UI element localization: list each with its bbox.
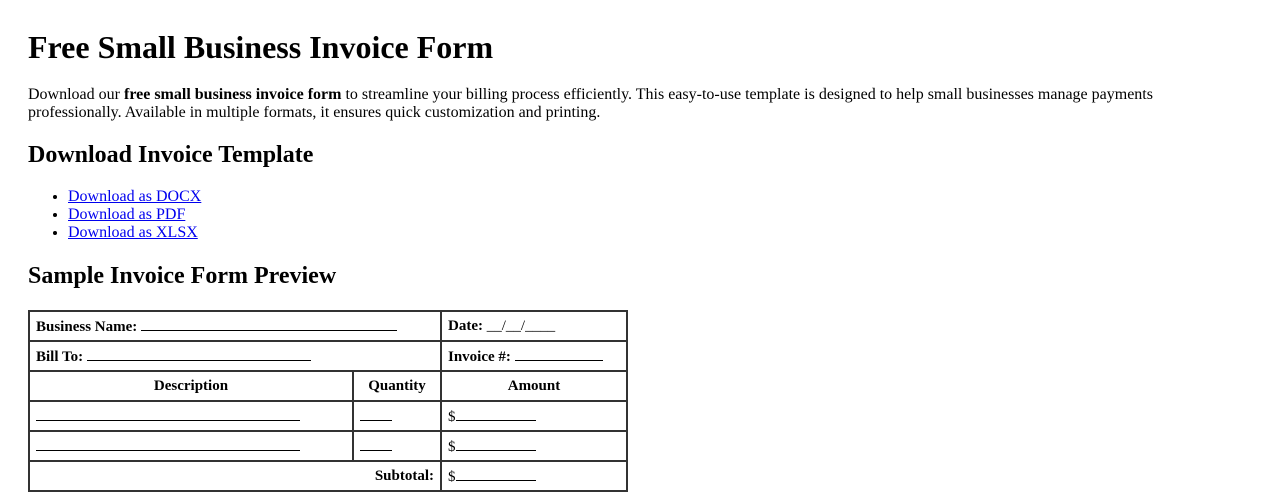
date-cell <box>441 311 627 341</box>
download-list-item <box>68 224 201 242</box>
amount-column-header: Amount <box>441 371 627 401</box>
business-name-label: Business Name: <box>36 319 138 335</box>
quantity-column-header: Quantity <box>353 371 441 401</box>
download-links-list <box>28 188 201 242</box>
intro-text-end: to streamline your billing process efficiently. This easy-to-use template is designed to help small businesses manage payments professionally. Available in multiple formats, it ensures quick customization and printing. <box>28 86 1153 121</box>
download-heading: Download Invoice Template <box>28 142 314 168</box>
preview-heading: Sample Invoice Form Preview <box>28 263 337 289</box>
quantity-cell <box>353 401 441 431</box>
table-row <box>29 401 627 431</box>
quantity-blank <box>360 436 392 451</box>
table-row <box>29 431 627 461</box>
bill-to-blank <box>87 346 311 361</box>
intro-paragraph <box>28 86 1178 122</box>
subtotal-label-cell <box>29 461 441 491</box>
invoice-header-row <box>29 311 627 341</box>
quantity-blank <box>360 406 392 421</box>
download-xlsx-link[interactable]: Download as XLSX <box>68 224 198 241</box>
download-pdf-link[interactable]: Download as PDF <box>68 206 186 223</box>
column-header-row <box>29 371 627 401</box>
description-column-header: Description <box>29 371 353 401</box>
invoice-number-label: Invoice #: <box>448 349 511 365</box>
download-docx-link[interactable]: Download as DOCX <box>68 188 202 205</box>
date-blank: __/__/____ <box>486 318 556 334</box>
page-title: Free Small Business Invoice Form <box>28 29 494 65</box>
bill-to-cell <box>29 341 441 371</box>
description-cell <box>29 401 353 431</box>
description-blank <box>36 436 300 451</box>
bill-to-label: Bill To: <box>36 349 84 365</box>
subtotal-row <box>29 461 627 491</box>
description-cell <box>29 431 353 461</box>
subtotal-amount-cell <box>441 461 627 491</box>
currency-symbol: $ <box>448 409 456 425</box>
currency-symbol: $ <box>448 469 456 485</box>
amount-cell <box>441 431 627 461</box>
invoice-preview-table <box>28 310 628 492</box>
download-list-item <box>68 188 201 206</box>
invoice-number-blank <box>515 346 603 361</box>
intro-bold-text: free small business invoice form <box>123 86 342 103</box>
intro-text-start: Download our <box>28 86 124 103</box>
subtotal-blank <box>456 466 536 481</box>
business-name-cell <box>29 311 441 341</box>
invoice-number-cell <box>441 341 627 371</box>
subtotal-label: Subtotal: <box>374 468 434 484</box>
description-blank <box>36 406 300 421</box>
download-list-item <box>68 206 201 224</box>
amount-blank <box>456 406 536 421</box>
invoice-header-row <box>29 341 627 371</box>
quantity-cell <box>353 431 441 461</box>
currency-symbol: $ <box>448 439 456 455</box>
business-name-blank <box>141 316 397 331</box>
amount-blank <box>456 436 536 451</box>
amount-cell <box>441 401 627 431</box>
date-label: Date: <box>448 318 483 334</box>
